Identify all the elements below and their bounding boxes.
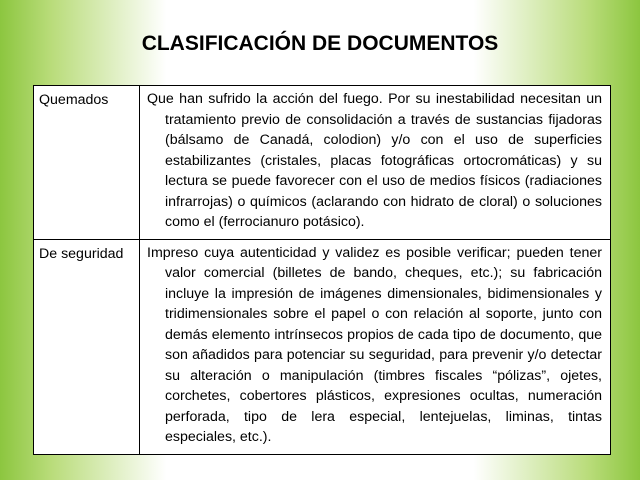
definition-text: Que han sufrido la acción del fuego. Por su inestabilidad necesitan un tratamiento previo de consolidación a través de sustancias fijadoras (bálsamo de Canadá, colodion) y/o con el uso de superficies estabilizantes (cristales, placas fotográficas ortocromáticas) y su lectura se puede favorecer con el uso de medios físicos (radiaciones infrarrojas) o químicos (aclarando con hidrato de cloral) o soluciones como el (ferrocianuro potásico). — [147, 91, 602, 230]
definition-cell — [140, 86, 611, 240]
definition-text: Impreso cuya autenticidad y validez es posible verificar; pueden tener valor comercial (billetes de bando, cheques, etc.); su fabricación incluye la impresión de imágenes dimensionales, bidimensionales y tridimensionales sobre el papel o con relación al soporte, junto con demás elemento intrínsecos propios de cada tipo de documento, que son añadidos para potenciar su seguridad, para prevenir y/o detectar su alteración o manipulación (timbres fiscales “pólizas”, ojetes, corchetes, cobertores plásticos, expresiones ocultas, numeración perforada, tipo de lera especial, lentejuelas, liminas, tintas especiales, etc.). — [147, 244, 602, 445]
table-row — [34, 86, 611, 240]
term-cell: De seguridad — [34, 239, 140, 454]
term-cell: Quemados — [34, 86, 140, 240]
definition-cell — [140, 239, 611, 454]
slide-title: CLASIFICACIÓN DE DOCUMENTOS — [141, 32, 499, 55]
classification-table — [33, 85, 611, 455]
table-row — [34, 239, 611, 454]
